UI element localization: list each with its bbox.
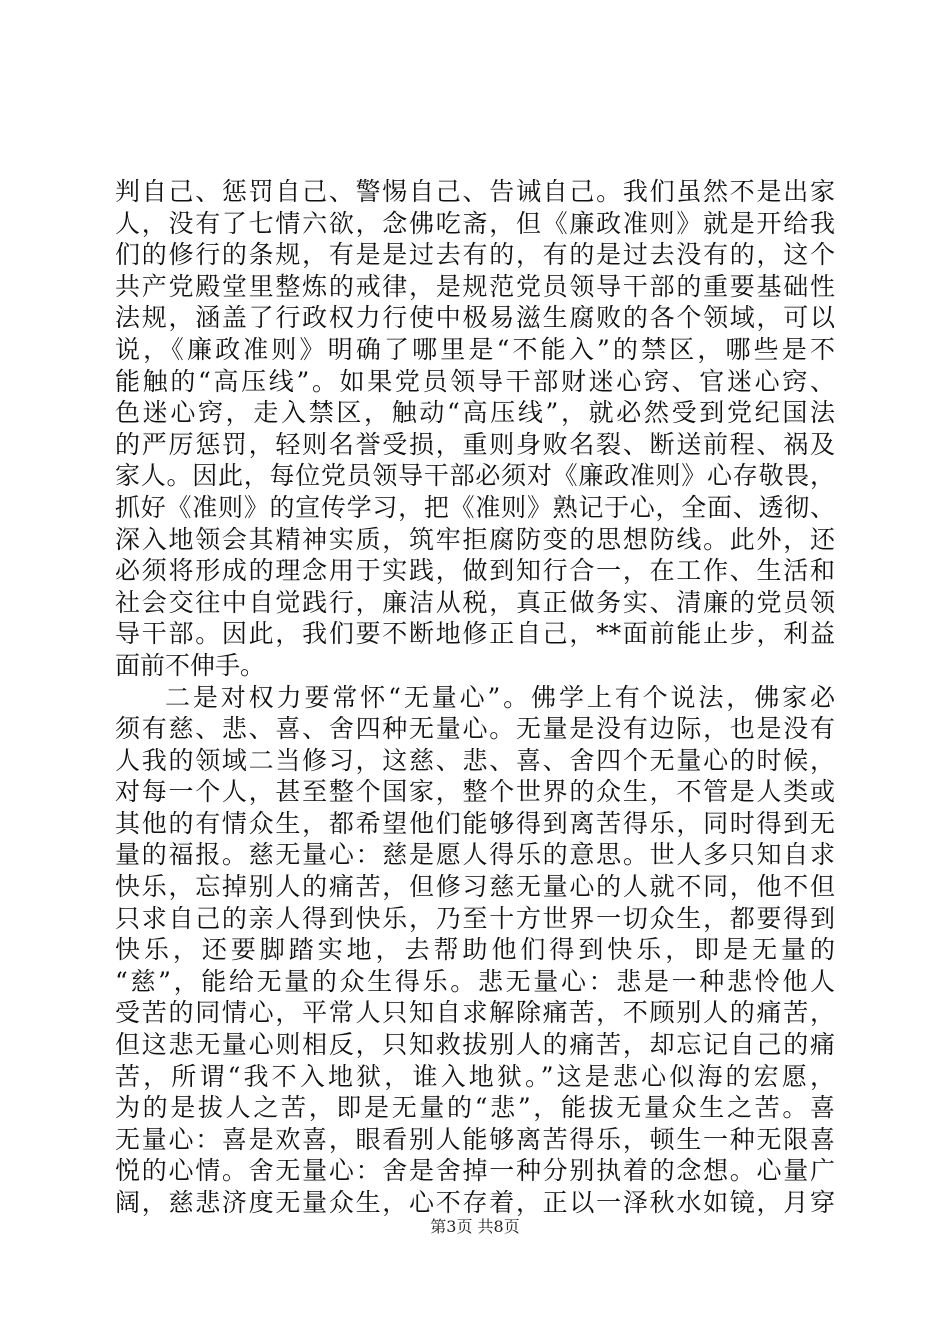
- text-line: 的严厉惩罚，轻则名誉受损，重则身败名裂、断送前程、祸及: [115, 429, 835, 459]
- text-line: 人我的领域二当修习，这慈、悲、喜、舍四个无量心的时候，: [115, 745, 835, 775]
- body-text: [115, 176, 835, 1219]
- text-line: 社会交往中自觉践行，廉洁从税，真正做务实、清廉的党员领: [115, 587, 835, 617]
- text-line: 能触的“高压线”。如果党员领导干部财迷心窍、官迷心窍、: [115, 366, 835, 396]
- text-line: 色迷心窍，走入禁区，触动“高压线”，就必然受到党纪国法: [115, 398, 835, 428]
- text-line: 受苦的同情心，平常人只知自求解除痛苦，不顾别人的痛苦，: [115, 998, 835, 1028]
- text-line: 苦，所谓“我不入地狱，谁入地狱。”这是悲心似海的宏愿，: [115, 1061, 835, 1091]
- text-line: 但这悲无量心则相反，只知救拔别人的痛苦，却忘记自己的痛: [115, 1030, 835, 1060]
- text-line: 抓好《准则》的宣传学习，把《准则》熟记于心，全面、透彻、: [115, 492, 835, 522]
- text-line: 判自己、惩罚自己、警惕自己、告诫自己。我们虽然不是出家: [115, 177, 835, 206]
- text-line: 阔，慈悲济度无量众生，心不存着，正以一泽秋水如镜，月穿: [115, 1188, 835, 1217]
- text-line: 面前不伸手。: [115, 650, 266, 680]
- text-line: 必须将形成的理念用于实践，做到知行合一，在工作、生活和: [115, 556, 835, 586]
- text-line: 人，没有了七情六欲，念佛吃斋，但《廉政准则》就是开给我: [115, 208, 835, 238]
- text-line: 量的福报。慈无量心：慈是愿人得乐的意思。世人多只知自求: [115, 840, 835, 870]
- text-line: 为的是拔人之苦，即是无量的“悲”，能拔无量众生之苦。喜: [115, 1093, 835, 1123]
- text-line: 悦的心情。舍无量心：舍是舍掉一种分别执着的念想。心量广: [115, 1156, 835, 1186]
- text-line: 其他的有情众生，都希望他们能够得到离苦得乐，同时得到无: [115, 808, 835, 838]
- text-line: 们的修行的条规，有是是过去有的，有的是过去没有的，这个: [115, 240, 835, 270]
- text-line: 只求自己的亲人得到快乐，乃至十方世界一切众生，都要得到: [115, 903, 835, 933]
- text-line: 对每一个人，甚至整个国家，整个世界的众生，不管是人类或: [115, 777, 835, 807]
- text-line: “慈”，能给无量的众生得乐。悲无量心：悲是一种悲怜他人: [115, 966, 835, 996]
- text-line: 家人。因此，每位党员领导干部必须对《廉政准则》心存敬畏，: [115, 461, 835, 491]
- text-line: 快乐，忘掉别人的痛苦，但修习慈无量心的人就不同，他不但: [115, 872, 835, 902]
- text-line: 法规，涵盖了行政权力行使中极易滋生腐败的各个领域，可以: [115, 303, 835, 333]
- text-line: 须有慈、悲、喜、舍四种无量心。无量是没有边际，也是没有: [115, 714, 835, 744]
- text-line: 共产党殿堂里整炼的戒律，是规范党员领导干部的重要基础性: [115, 271, 835, 301]
- page-number-footer: 第3页 共8页: [430, 1217, 520, 1236]
- text-line: 深入地领会其精神实质，筑牢拒腐防变的思想防线。此外，还: [115, 524, 835, 554]
- text-line: 无量心：喜是欢喜，眼看别人能够离苦得乐，顿生一种无限喜: [115, 1124, 835, 1154]
- text-line: 快乐，还要脚踏实地，去帮助他们得到快乐，即是无量的: [115, 935, 835, 965]
- text-line: 说，《廉政准则》明确了哪里是“不能入”的禁区，哪些是不: [115, 334, 835, 364]
- text-line: 导干部。因此，我们要不断地修正自己，**面前能止步，利益: [115, 619, 835, 649]
- text-line: 二是对权力要常怀“无量心”。佛学上有个说法，佛家必: [165, 682, 835, 712]
